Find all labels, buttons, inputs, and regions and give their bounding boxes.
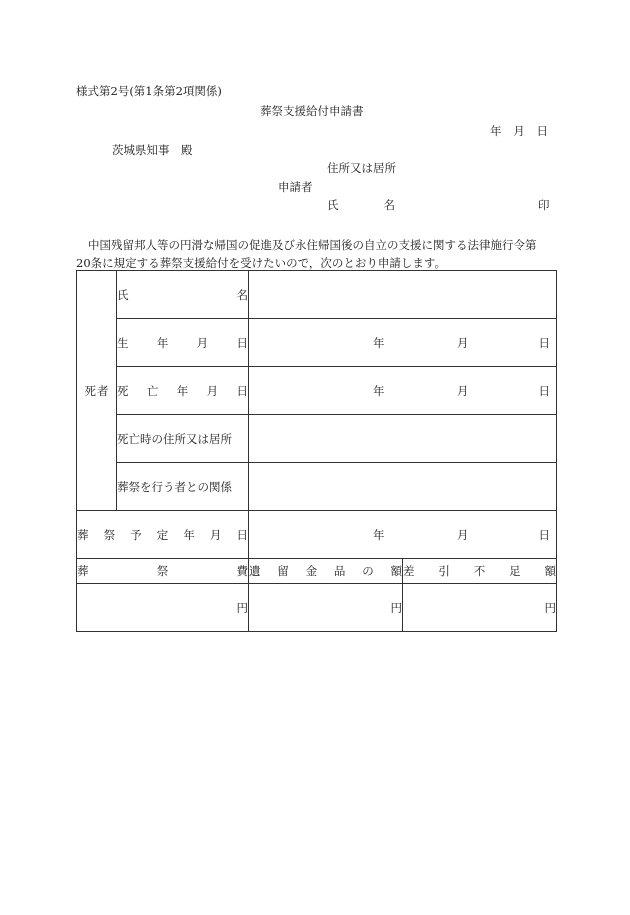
death-date-field[interactable]: 年 月 日 bbox=[249, 367, 557, 415]
deceased-name-label: 氏 名 bbox=[117, 271, 249, 319]
document-title: 葬祭支援給付申請書 bbox=[260, 104, 364, 118]
birth-date-field[interactable]: 年 月 日 bbox=[249, 319, 557, 367]
seal-mark: 印 bbox=[538, 198, 550, 212]
address-at-death-field[interactable] bbox=[249, 415, 557, 463]
deceased-group-label: 死 者 bbox=[77, 271, 117, 511]
deceased-name-field[interactable] bbox=[249, 271, 557, 319]
applicant-label: 申請者 bbox=[278, 180, 313, 194]
body-text-line2: 20条に規定する葬祭支援給付を受けたいので，次のとおり申請します。 bbox=[76, 256, 446, 270]
funeral-cost-field[interactable]: 円 bbox=[77, 584, 249, 632]
table-row bbox=[77, 559, 557, 584]
relation-label: 葬祭を行う者との関係 bbox=[117, 463, 249, 511]
shortfall-field[interactable]: 円 bbox=[403, 584, 557, 632]
birth-date-label: 生 年 月 日 bbox=[117, 319, 249, 367]
table-row bbox=[77, 463, 557, 511]
form-number: 様式第2号(第1条第2項関係) bbox=[76, 84, 222, 98]
application-table bbox=[76, 270, 557, 632]
table-row bbox=[77, 367, 557, 415]
address-label: 住所又は居所 bbox=[327, 161, 396, 175]
applicant-name-label: 氏 名 bbox=[327, 198, 395, 212]
shortfall-header: 差 引 不 足 額 bbox=[403, 559, 557, 584]
funeral-date-field[interactable]: 年 月 日 bbox=[249, 511, 557, 559]
relation-field[interactable] bbox=[249, 463, 557, 511]
table-row bbox=[77, 415, 557, 463]
address-at-death-label: 死亡時の住所又は居所 bbox=[117, 415, 249, 463]
estate-amount-field[interactable]: 円 bbox=[249, 584, 403, 632]
table-row bbox=[77, 584, 557, 632]
body-text-line1: 中国残留邦人等の円滑な帰国の促進及び永住帰国後の自立の支援に関する法律施行令第 bbox=[88, 238, 537, 252]
funeral-cost-header: 葬 祭 費 bbox=[77, 559, 249, 584]
table-row bbox=[77, 511, 557, 559]
table-row bbox=[77, 319, 557, 367]
table-row bbox=[77, 271, 557, 319]
estate-amount-header: 遺 留 金 品 の 額 bbox=[249, 559, 403, 584]
addressee: 茨城県知事 殿 bbox=[112, 143, 193, 157]
funeral-date-label: 葬 祭 予 定 年 月 日 bbox=[77, 511, 249, 559]
submission-date: 年 月 日 bbox=[490, 124, 548, 138]
death-date-label: 死 亡 年 月 日 bbox=[117, 367, 249, 415]
